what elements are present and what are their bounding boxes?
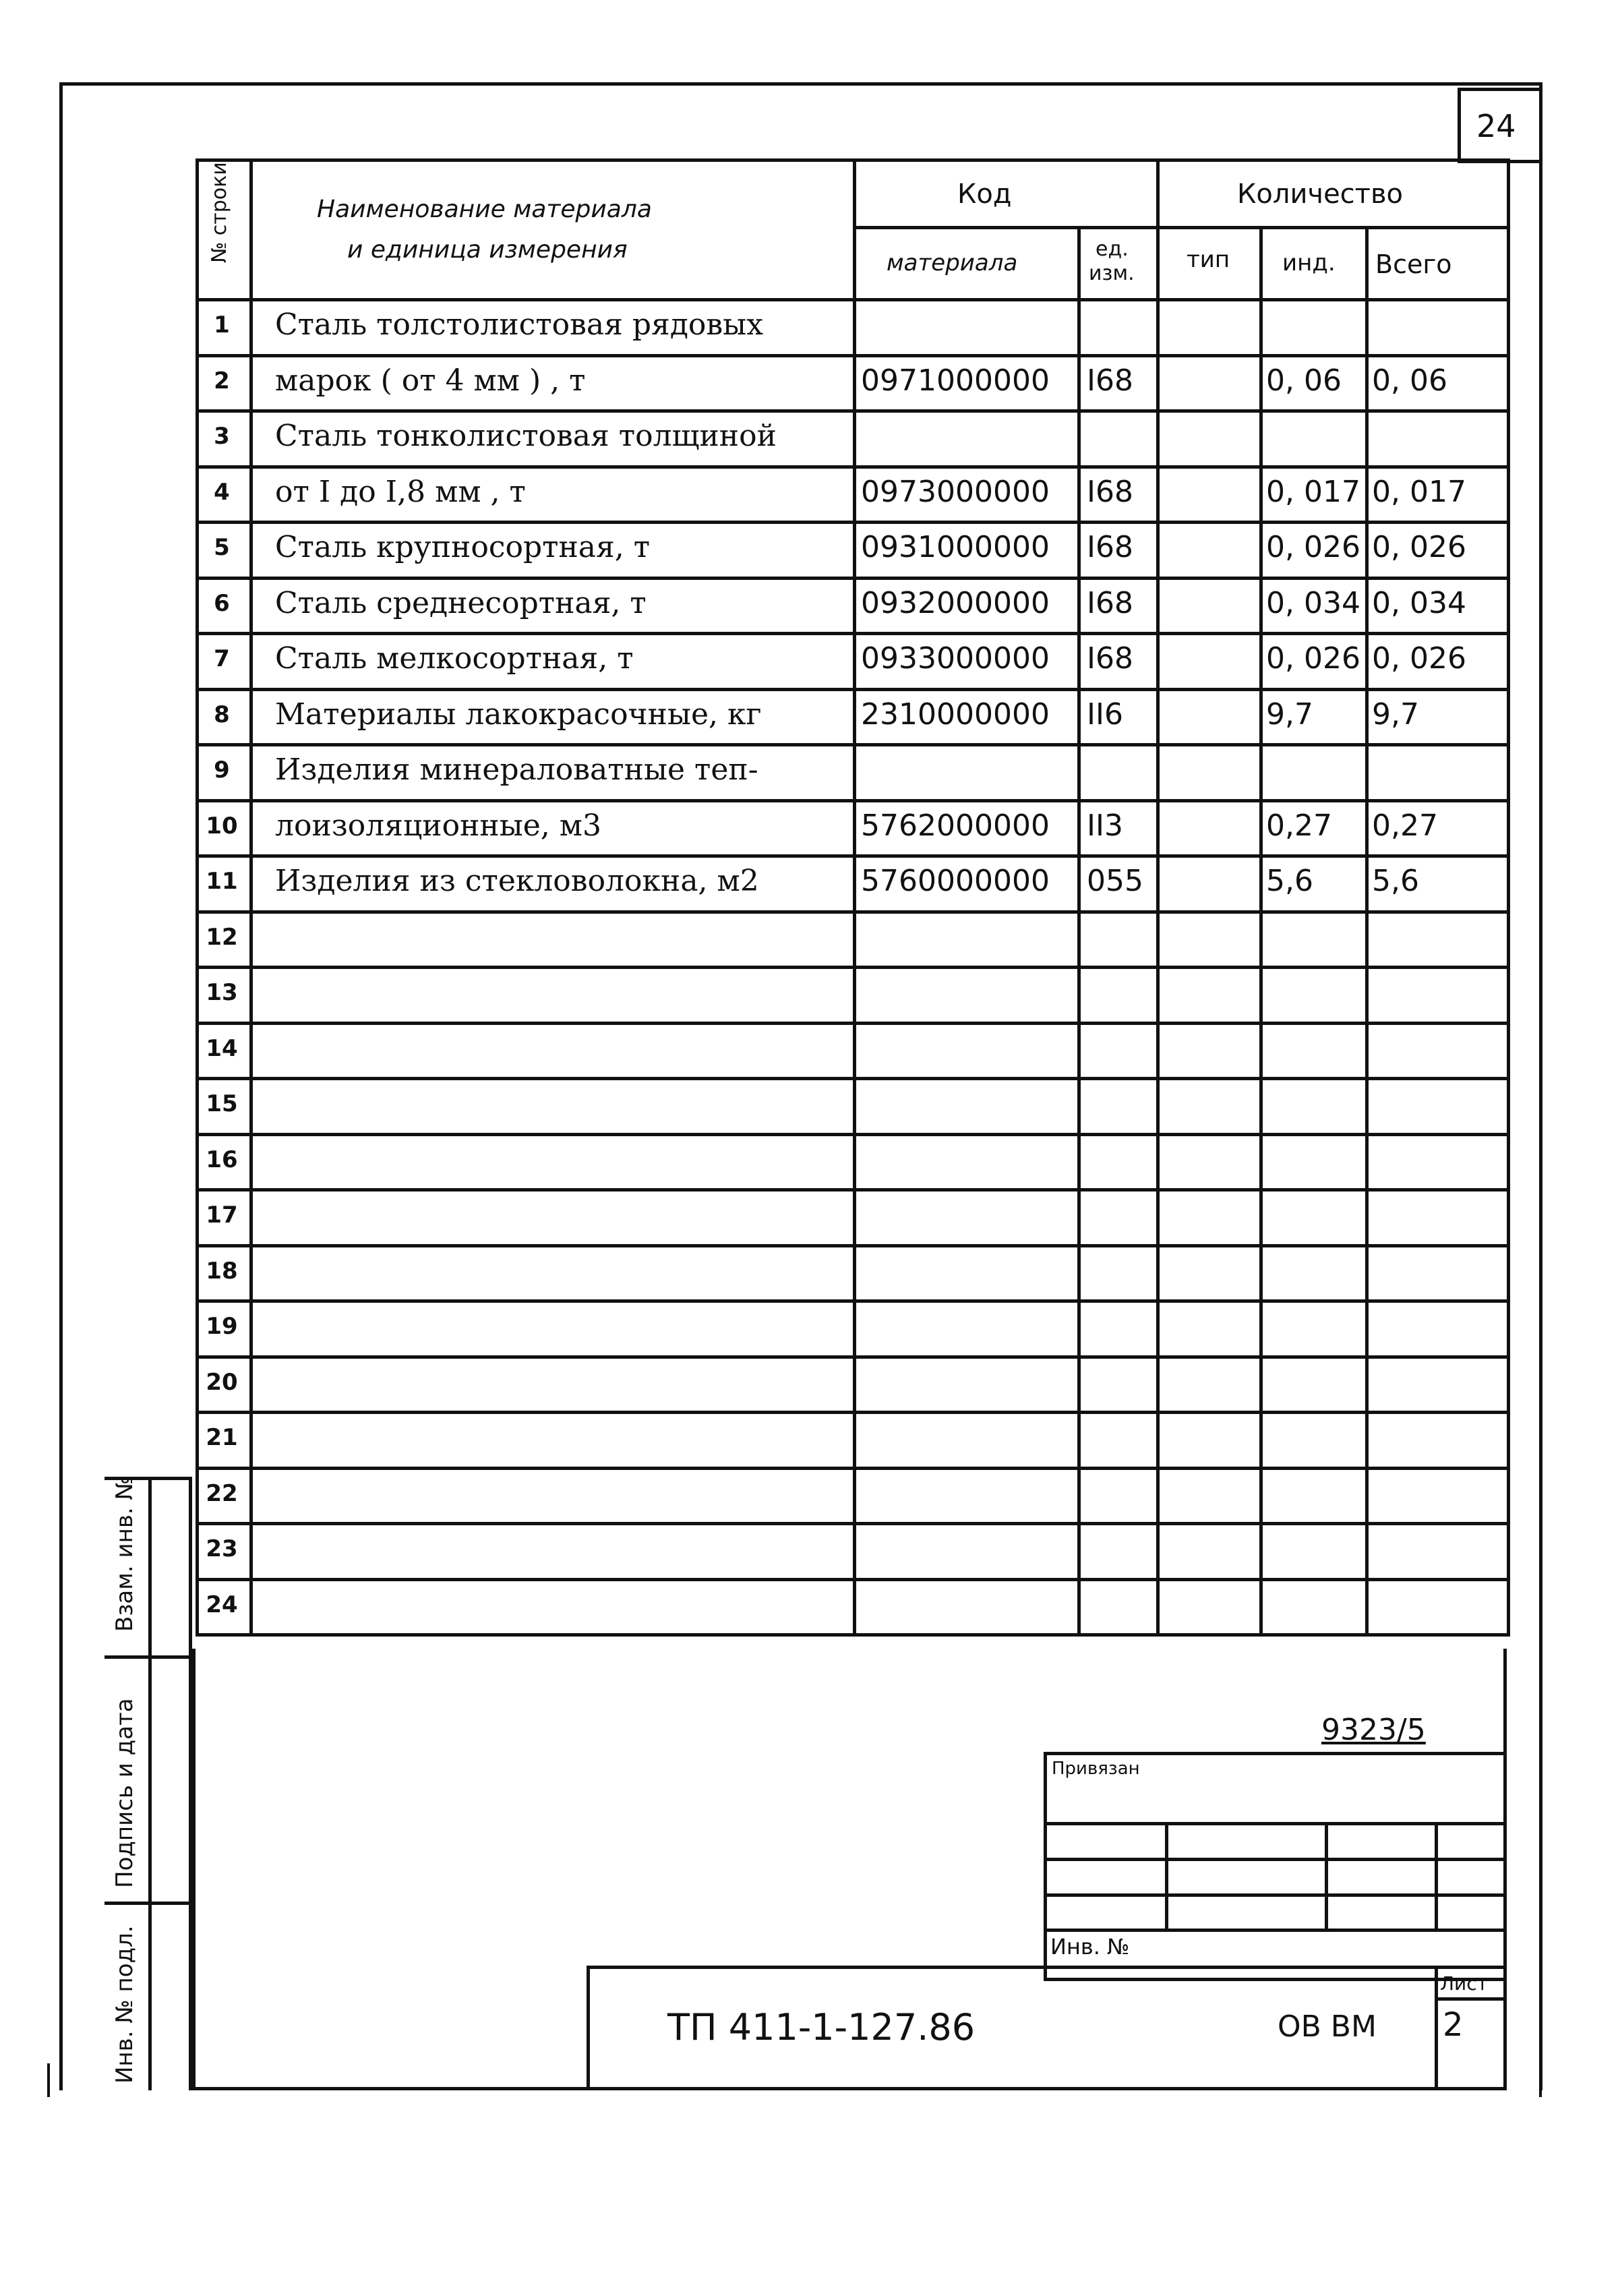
side-label-podpis-data: Подпись и дата (111, 1698, 138, 1888)
header-qty-ind: инд. (1282, 249, 1336, 276)
row-line (196, 1355, 1510, 1359)
row-line (196, 910, 1510, 914)
qty-total: 9,7 (1372, 697, 1419, 732)
inv-no-label: Инв. № (1050, 1934, 1130, 1960)
qty-ind: 9,7 (1266, 697, 1313, 732)
row-line (196, 1244, 1510, 1247)
page-number: 24 (1476, 108, 1516, 144)
material-code: 2310000000 (861, 697, 1050, 732)
sheet-label: Лист (1440, 1972, 1488, 1995)
material-name: Материалы лакокрасочные, кг (275, 697, 762, 732)
material-name: Сталь среднесортная, т (275, 585, 647, 620)
row-line (196, 409, 1510, 413)
header-name-line2: и единица измерения (347, 236, 628, 264)
row-number: 12 (206, 923, 238, 951)
header-code-material: материала (887, 249, 1018, 276)
order-number: 9323/5 (1321, 1713, 1426, 1747)
row-number: 10 (206, 812, 238, 840)
qty-ind: 0, 06 (1266, 363, 1342, 398)
material-name: Сталь толстолистовая рядовых (275, 307, 764, 342)
unit-code: I68 (1087, 363, 1133, 398)
material-code: 0971000000 (861, 363, 1050, 398)
row-line (196, 1299, 1510, 1303)
row-line (196, 799, 1510, 802)
row-line (196, 1022, 1510, 1025)
row-number: 15 (206, 1090, 238, 1117)
header-code-unit-2: изм. (1089, 262, 1135, 285)
header-qty-group: Количество (1237, 179, 1404, 210)
privyazan-col-3 (1435, 1822, 1438, 1930)
qty-total: 0, 026 (1372, 641, 1466, 676)
side-label-inv-podl: Инв. № подл. (111, 1925, 138, 2084)
row-line (196, 688, 1510, 691)
row-number: 8 (214, 701, 230, 728)
row-line (196, 743, 1510, 746)
qty-total: 0, 026 (1372, 530, 1466, 564)
row-number: 9 (214, 757, 230, 784)
col-line-type (1156, 158, 1160, 1637)
mark: ОВ ВМ (1278, 2009, 1377, 2044)
qty-total: 0,27 (1372, 808, 1438, 843)
row-number: 18 (206, 1257, 238, 1285)
side-label-vzam-inv: Взам. инв. № (111, 1476, 138, 1632)
row-number: 4 (214, 478, 230, 506)
row-number: 24 (206, 1591, 238, 1618)
row-line (196, 577, 1510, 580)
row-number: 23 (206, 1535, 238, 1562)
material-code: 5762000000 (861, 808, 1050, 843)
qty-total: 0, 034 (1372, 585, 1466, 620)
row-line (196, 1633, 1510, 1637)
unit-code: I68 (1087, 474, 1133, 509)
qty-ind: 0, 017 (1266, 474, 1360, 509)
qty-ind: 0, 026 (1266, 641, 1360, 676)
row-number: 22 (206, 1479, 238, 1507)
designation: ТП 411-1-127.86 (667, 2006, 976, 2049)
qty-total: 0, 06 (1372, 363, 1447, 398)
unit-code: I68 (1087, 641, 1133, 676)
row-line (196, 1133, 1510, 1136)
row-line (196, 632, 1510, 635)
row-number: 16 (206, 1146, 238, 1173)
row-number: 7 (214, 645, 230, 672)
sheet-number: 2 (1443, 2006, 1464, 2044)
unit-code: II3 (1087, 808, 1123, 843)
header-name-line1: Наименование материала (317, 196, 652, 223)
unit-code: II6 (1087, 697, 1123, 732)
material-name: от I до I,8 мм , т (275, 474, 526, 509)
row-line (196, 966, 1510, 969)
row-line (196, 1188, 1510, 1191)
unit-code: I68 (1087, 530, 1133, 564)
unit-code: I68 (1087, 585, 1133, 620)
privyazan-label: Привязан (1052, 1759, 1140, 1779)
material-code: 5760000000 (861, 864, 1050, 898)
col-line-name (249, 158, 253, 1637)
row-number: 17 (206, 1202, 238, 1229)
material-name: Изделия из стекловолокна, м2 (275, 864, 759, 898)
row-number: 5 (214, 534, 230, 561)
header-code-unit-1: ед. (1096, 237, 1129, 261)
qty-ind: 0,27 (1266, 808, 1332, 843)
row-line (196, 854, 1510, 858)
row-number: 6 (214, 589, 230, 617)
row-number: 13 (206, 979, 238, 1006)
row-number: 1 (214, 312, 230, 338)
col-line-ind (1259, 226, 1263, 1637)
material-name: Изделия минераловатные теп- (275, 753, 758, 787)
material-name: Сталь крупносортная, т (275, 530, 651, 564)
row-number: 20 (206, 1368, 238, 1396)
col-line-total (1365, 226, 1369, 1637)
qty-ind: 0, 026 (1266, 530, 1360, 564)
row-line (196, 1411, 1510, 1414)
header-qty-type: тип (1187, 246, 1230, 273)
material-name: Сталь мелкосортная, т (275, 641, 634, 676)
row-number: 11 (206, 868, 238, 895)
material-name: марок ( от 4 мм ) , т (275, 363, 586, 398)
material-code: 0973000000 (861, 474, 1050, 509)
header-qty-total: Всего (1375, 249, 1452, 279)
header-row-number: № строки (208, 162, 231, 263)
row-number: 14 (206, 1034, 238, 1062)
row-line (196, 1467, 1510, 1470)
left-edge-tick (47, 2063, 50, 2097)
privyazan-col-1 (1165, 1822, 1168, 1930)
row-number: 3 (214, 423, 230, 450)
qty-total: 5,6 (1372, 864, 1419, 898)
row-number: 19 (206, 1313, 238, 1340)
qty-ind: 0, 034 (1266, 585, 1360, 620)
right-edge-tick (1539, 2090, 1542, 2097)
row-line (196, 1077, 1510, 1080)
row-line (196, 521, 1510, 524)
sheet-label-divider (1435, 1997, 1507, 2001)
material-code: 0932000000 (861, 585, 1050, 620)
sheet-divider (1435, 1966, 1438, 2090)
unit-code: 055 (1087, 864, 1143, 898)
material-code: 0931000000 (861, 530, 1050, 564)
material-name: Сталь тонколистовая толщиной (275, 419, 777, 453)
row-line (196, 465, 1510, 469)
side-stamp-inner (148, 1477, 152, 2090)
material-code: 0933000000 (861, 641, 1050, 676)
qty-total: 0, 017 (1372, 474, 1466, 509)
header-mid-line (853, 226, 1510, 229)
row-number: 2 (214, 367, 230, 394)
row-line (196, 354, 1510, 357)
row-number: 21 (206, 1424, 238, 1451)
col-line-unit (1077, 226, 1081, 1637)
header-code-group: Код (957, 179, 1012, 210)
privyazan-col-2 (1325, 1822, 1328, 1930)
row-line (196, 1522, 1510, 1525)
col-line-right (1507, 158, 1510, 1637)
col-line-code (853, 158, 856, 1637)
row-line (196, 1578, 1510, 1581)
material-name: лоизоляционные, м3 (275, 808, 601, 843)
qty-ind: 5,6 (1266, 864, 1313, 898)
